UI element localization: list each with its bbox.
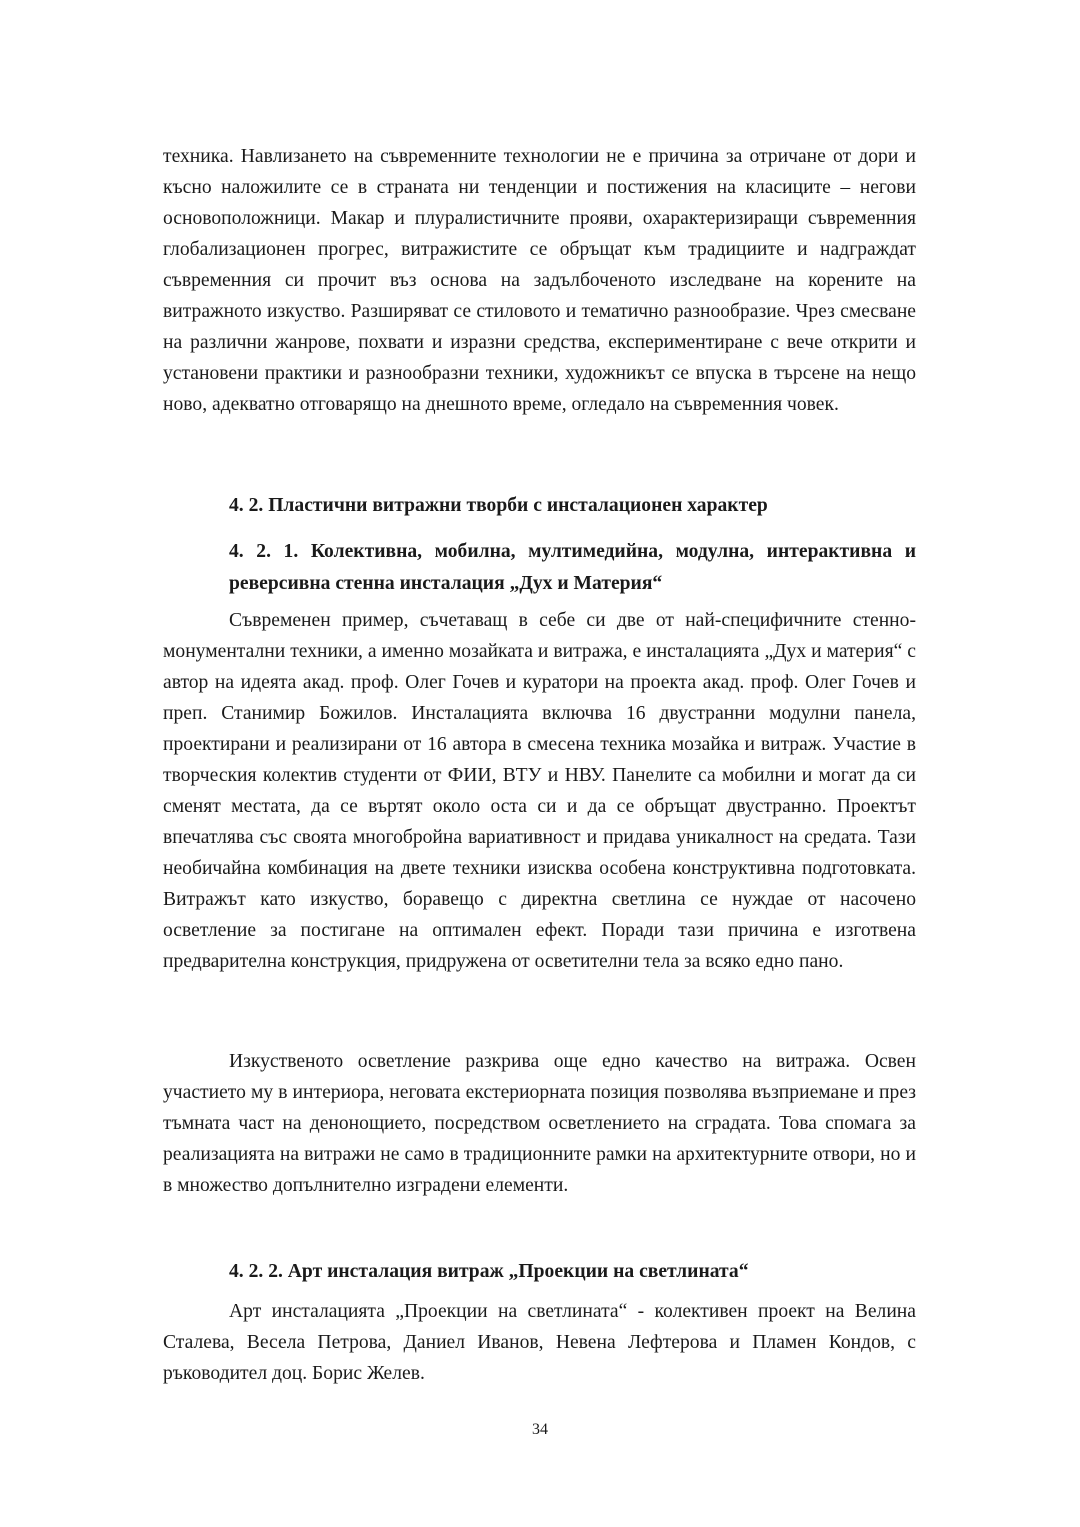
page-number: 34 [532, 1421, 548, 1438]
paragraph-light-projections: Арт инсталацията „Проекции на светлината“ - колективен проект на Велина Сталева, Весела Петрова, Даниел Иванов, Невена Лефтерова и Пламен Кондов, с ръководител доц. Борис Желев. [163, 1301, 916, 1384]
heading-section-4-2: 4. 2. Пластични витражни творби с инсталационен характер [229, 495, 768, 516]
paragraph-technology-intro: техника. Навлизането на съвременните технологии не е причина за отричане от дори и късно наложилите се в страната ни тенденции и постижения на класиците – негови основоположници. Макар и плуралистичните прояви, охарактеризиращи съвременния глобализационен прогрес, витражистите се обръщат към традициите и надграждат съвременния си прочит въз основа на задълбоченото изследване на корените на витражното изкуство. Разширяват се стиловото и тематично разнообразие. Чрез смесване на различни жанрове, похвати и изразни средства, експериментиране с вече открити и установени практики и разнообразни техники, художникът се впуска в търсене на нещо ново, адекватно отговарящо на днешното време, огледало на съвременния човек. [163, 146, 916, 415]
heading-section-4-2-1: 4. 2. 1. Колективна, мобилна, мултимедийна, модулна, интерактивна и реверсивна стенна инсталация „Дух и Материя“ [229, 541, 916, 594]
heading-section-4-2-2: 4. 2. 2. Арт инсталация витраж „Проекции на светлината“ [229, 1261, 749, 1282]
paragraph-artificial-lighting: Изкуственото осветление разкрива още едно качество на витража. Освен участието му в интериора, неговата екстериорната позиция позволява възприемане и през тъмната част на денонощието, посредством осветлението на сградата. Това спомага за реализацията на витражи не само в традиционните рамки на архитектурните отвори, но и в множество допълнително изградени елементи. [163, 1051, 916, 1196]
paragraph-spirit-and-matter: Съвременен пример, съчетаващ в себе си две от най-специфичните стенно-монументални техники, а именно мозайката и витража, е инсталацията „Дух и материя“ с автор на идеята акад. проф. Олег Гочев и куратори на проекта акад. проф. Олег Гочев и преп. Станимир Божилов. Инсталацията включва 16 двустранни модулни панела, проектирани и реализирани от 16 автора в смесена техника мозайка и витраж. Участие в творческия колектив студенти от ФИИ, ВТУ и НВУ. Панелите са мобилни и могат да си сменят местата, да се въртят около оста си и да се обръщат двустранно. Проектът впечатлява със своята многобройна вариативност и придава уникалност на средата. Тази необичайна комбинация на двете техники изисква особена конструктивна подготовката. Витражът като изкуство, боравещо с директна светлина се нуждае от насочено осветление за постигане на оптимален ефект. Поради тази причина е изготвена предварителна конструкция, придружена от осветителни тела за всяко едно пано. [163, 610, 916, 972]
